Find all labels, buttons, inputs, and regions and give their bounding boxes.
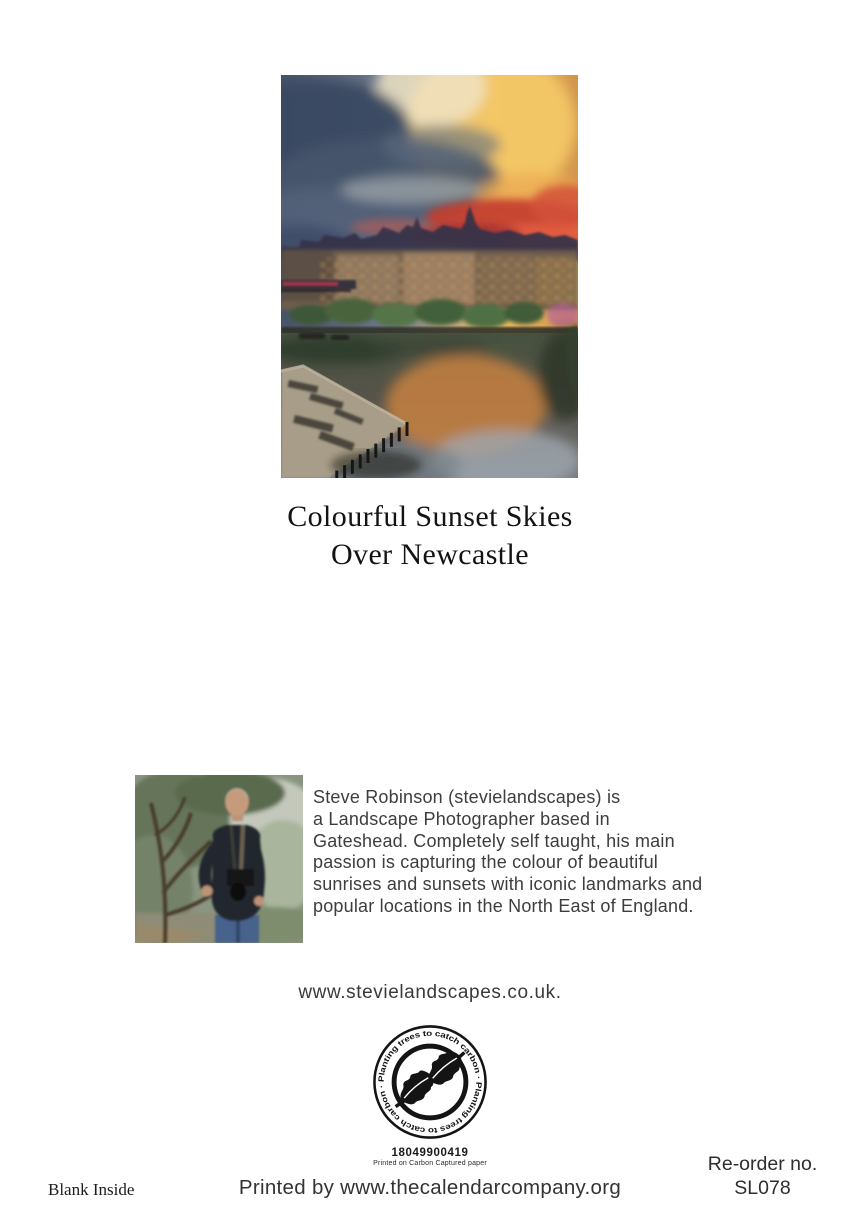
cover-photo — [281, 75, 578, 478]
bio-line: Steve Robinson (stevielandscapes) is — [313, 787, 621, 807]
card-title-line2: Over Newcastle — [330, 538, 529, 571]
bio-line: a Landscape Photographer based in — [313, 808, 610, 829]
bio-line: sunrises and sunsets with iconic landmarks and — [313, 874, 703, 895]
author-photo — [135, 775, 303, 943]
website-text: www.stevielandscapes.co.uk. — [298, 982, 562, 1003]
bio-line: passion is capturing the colour of beautiful — [313, 852, 659, 873]
card-title-line1: Colourful Sunset Skies — [287, 500, 573, 533]
badge-caption: Printed on Carbon Captured paper — [373, 1160, 487, 1167]
carbon-capture-badge — [371, 1023, 489, 1141]
bridge — [281, 280, 356, 292]
badge-number: 18049900419 — [391, 1147, 469, 1159]
reorder-block — [685, 1152, 840, 1200]
printed-by-label: Printed by www.thecalendarcompany.org — [238, 1176, 622, 1199]
bio-line: Gateshead. Completely self taught, his main — [313, 830, 675, 851]
bio-line: popular locations in the North East of England. — [313, 895, 694, 916]
card-title — [0, 498, 851, 574]
badge-ring-text: Planting trees to catch carbon · Planting trees to catch carbon · — [376, 1028, 484, 1136]
reorder-label: Re-order no. — [707, 1153, 818, 1175]
reorder-code: SL078 — [734, 1177, 791, 1199]
blank-inside-label: Blank Inside — [48, 1180, 135, 1199]
author-bio — [313, 787, 763, 918]
eco-badge-block — [0, 1023, 851, 1167]
